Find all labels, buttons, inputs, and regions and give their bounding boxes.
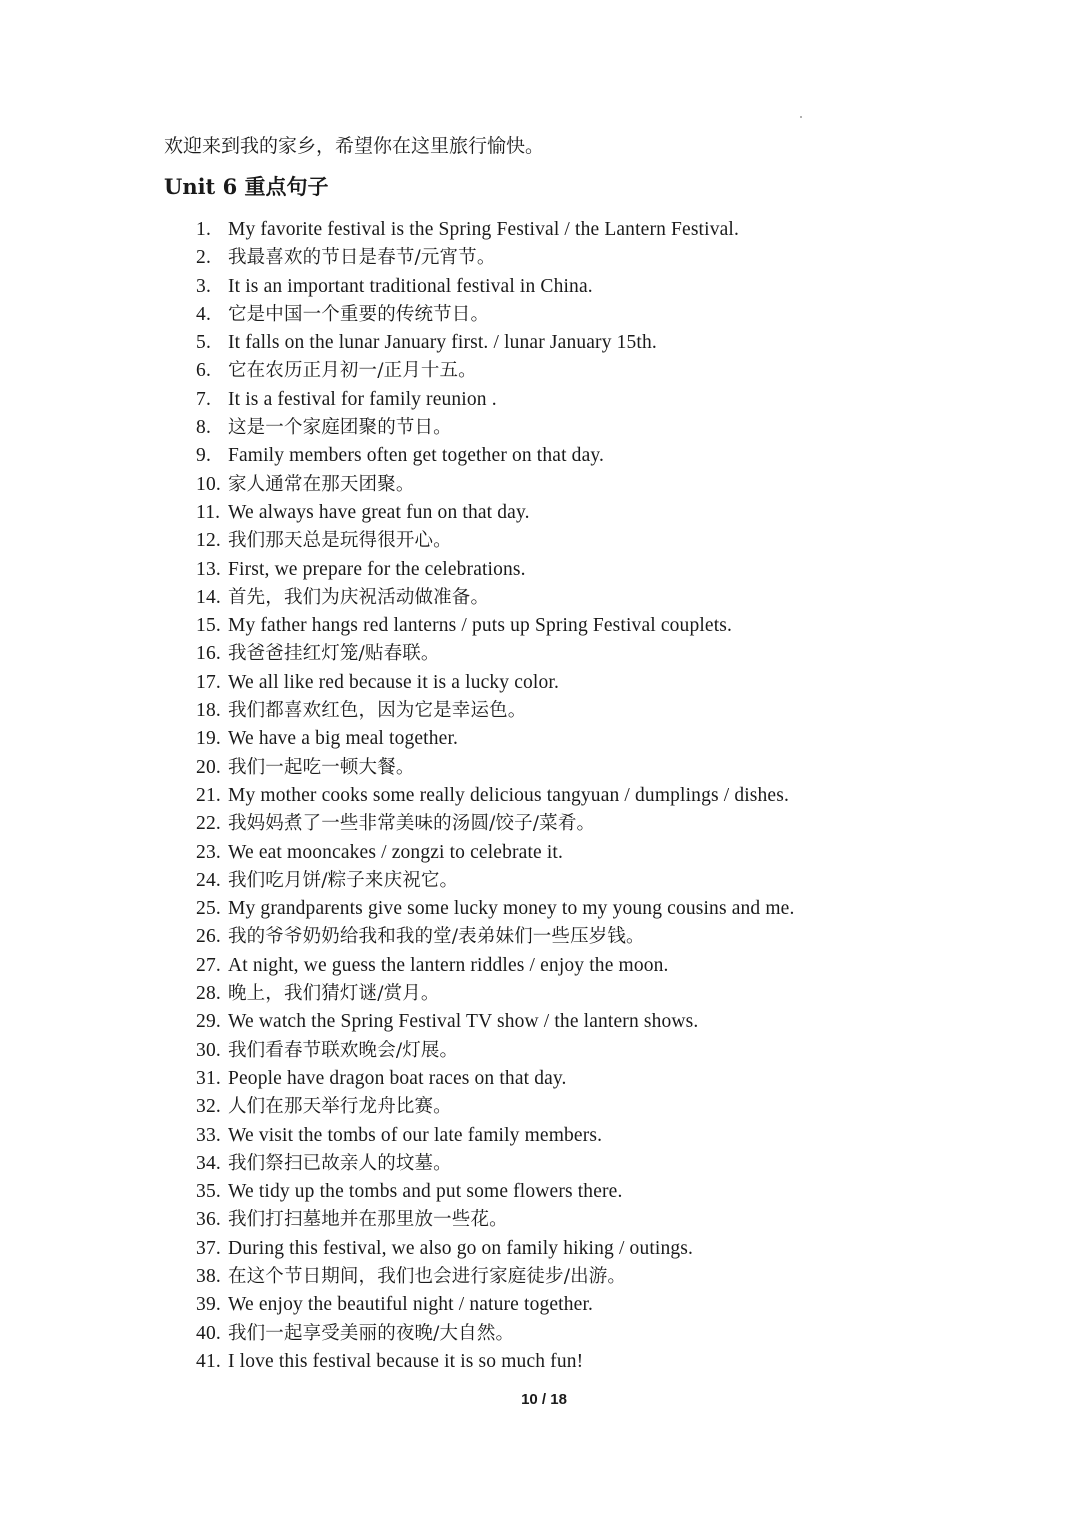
english-sentence: It is a festival for family reunion . [228,388,497,410]
sentence-item [196,1065,795,1093]
scan-speck [800,116,802,118]
sentence-number: 4. [196,303,212,325]
sentence-item [196,640,795,668]
sentence-item [196,386,795,414]
chinese-sentence: 我们吃月饼/粽子来庆祝它。 [228,869,459,891]
sentence-number: 41. [196,1350,221,1372]
sentence-number: 7. [196,388,212,410]
sentence-item [196,782,795,810]
sentence-number: 22. [196,813,221,835]
sentence-item [196,216,795,244]
english-sentence: We have a big meal together. [228,728,459,750]
english-sentence: My mother cooks some really delicious tangyuan / dumplings / dishes. [228,784,789,806]
sentence-item [196,980,795,1008]
sentence-number: 12. [196,530,221,552]
sentence-item [196,556,795,584]
sentence-item [196,329,795,357]
english-sentence: We always have great fun on that day. [228,501,530,523]
chinese-sentence: 家人通常在那天团聚。 [228,473,415,495]
sentence-number: 16. [196,643,221,665]
sentence-number: 18. [196,700,221,722]
chinese-sentence: 在这个节日期间，我们也会进行家庭徒步/出游。 [228,1265,627,1287]
sentence-number: 23. [196,841,221,863]
sentence-item [196,499,795,527]
chinese-sentence: 我们祭扫已故亲人的坟墓。 [228,1152,452,1174]
sentence-item [196,471,795,499]
sentence-item [196,1206,795,1234]
sentence-item [196,810,795,838]
sentence-number: 33. [196,1124,221,1146]
sentence-number: 8. [196,417,212,439]
chinese-sentence: 这是一个家庭团聚的节日。 [228,417,452,439]
chinese-sentence: 它在农历正月初一/正月十五。 [228,360,477,382]
chinese-sentence: 我的爷爷奶奶给我和我的堂/表弟妹们一些压岁钱。 [228,926,645,948]
sentence-number: 11. [196,501,221,523]
chinese-sentence: 我爸爸挂红灯笼/贴春联。 [228,643,440,665]
sentence-item [196,1235,795,1263]
english-sentence: I love this festival because it is so much fun! [228,1350,584,1372]
section-heading: Unit 6 重点句子 [164,174,329,199]
chinese-sentence: 首先，我们为庆祝活动做准备。 [228,586,490,608]
english-sentence: We eat mooncakes / zongzi to celebrate it. [228,841,564,863]
english-sentence: We visit the tombs of our late family members. [228,1124,603,1146]
sentence-item [196,1008,795,1036]
sentence-list [196,216,795,1376]
sentence-item [196,1150,795,1178]
sentence-item [196,669,795,697]
sentence-item [196,1037,795,1065]
sentence-number: 20. [196,756,221,778]
english-sentence: We enjoy the beautiful night / nature together. [228,1294,594,1316]
chinese-sentence: 我妈妈煮了一些非常美味的汤圆/饺子/菜肴。 [228,813,596,835]
sentence-number: 1. [196,219,212,240]
english-sentence: At night, we guess the lantern riddles / enjoy the moon. [228,954,669,976]
chinese-sentence: 人们在那天举行龙舟比赛。 [228,1096,452,1118]
sentence-item [196,923,795,951]
sentence-number: 2. [196,247,212,269]
chinese-sentence: 我们那天总是玩得很开心。 [228,530,452,552]
english-sentence: It is an important traditional festival in China. [228,275,593,297]
sentence-item [196,1263,795,1291]
sentence-number: 35. [196,1181,221,1203]
sentence-item [196,867,795,895]
sentence-number: 40. [196,1322,221,1344]
sentence-item [196,414,795,442]
sentence-item [196,1320,795,1348]
chinese-sentence: 我最喜欢的节日是春节/元宵节。 [228,247,496,269]
sentence-item [196,584,795,612]
sentence-number: 38. [196,1265,221,1287]
sentence-item [196,301,795,329]
english-sentence: My favorite festival is the Spring Festival / the Lantern Festival. [228,219,739,240]
sentence-number: 34. [196,1152,221,1174]
sentence-number: 21. [196,784,221,806]
sentence-number: 15. [196,615,221,637]
sentence-number: 5. [196,332,212,354]
sentence-number: 9. [196,445,212,467]
sentence-number: 28. [196,983,221,1005]
sentence-number: 30. [196,1039,221,1061]
sentence-item [196,442,795,470]
sentence-number: 39. [196,1294,221,1316]
sentence-number: 3. [196,275,212,297]
sentence-item [196,754,795,782]
sentence-number: 31. [196,1067,221,1089]
sentence-item [196,725,795,753]
chinese-sentence: 我们看春节联欢晚会/灯展。 [228,1039,459,1061]
sentence-item [196,895,795,923]
english-sentence: My father hangs red lanterns / puts up Spring Festival couplets. [228,615,733,637]
sentence-item [196,273,795,301]
sentence-number: 37. [196,1237,221,1259]
sentence-item [196,1348,795,1376]
english-sentence: We watch the Spring Festival TV show / the lantern shows. [228,1011,699,1033]
english-sentence: We tidy up the tombs and put some flowers there. [228,1181,623,1203]
sentence-number: 13. [196,558,221,580]
sentence-number: 36. [196,1209,221,1231]
english-sentence: First, we prepare for the celebrations. [228,558,526,580]
sentence-number: 32. [196,1096,221,1118]
sentence-item [196,697,795,725]
sentence-item [196,1291,795,1319]
sentence-number: 29. [196,1011,221,1033]
sentence-number: 27. [196,954,221,976]
sentence-number: 24. [196,869,221,891]
page-number: 10 / 18 [521,1391,567,1408]
sentence-number: 17. [196,671,221,693]
chinese-sentence: 我们一起吃一顿大餐。 [228,756,415,778]
sentence-item [196,952,795,980]
intro-sentence: 欢迎来到我的家乡，希望你在这里旅行愉快。 [164,135,545,157]
english-sentence: We all like red because it is a lucky color. [228,671,559,693]
english-sentence: Family members often get together on that day. [228,445,605,467]
english-sentence: My grandparents give some lucky money to my young cousins and me. [228,898,795,920]
sentence-item [196,527,795,555]
sentence-number: 14. [196,586,221,608]
sentence-item [196,839,795,867]
sentence-number: 19. [196,728,221,750]
chinese-sentence: 我们都喜欢红色，因为它是幸运色。 [228,700,527,722]
sentence-number: 26. [196,926,221,948]
chinese-sentence: 我们一起享受美丽的夜晚/大自然。 [228,1322,515,1344]
sentence-item [196,244,795,272]
chinese-sentence: 我们打扫墓地并在那里放一些花。 [228,1209,508,1231]
sentence-item [196,1122,795,1150]
sentence-item [196,1093,795,1121]
sentence-item [196,1178,795,1206]
chinese-sentence: 它是中国一个重要的传统节日。 [228,303,490,325]
sentence-item [196,612,795,640]
chinese-sentence: 晚上，我们猜灯谜/赏月。 [228,983,440,1005]
sentence-number: 10. [196,473,221,495]
sentence-number: 25. [196,898,221,920]
english-sentence: It falls on the lunar January first. / lunar January 15th. [228,332,657,354]
sentence-item [196,357,795,385]
english-sentence: During this festival, we also go on family hiking / outings. [228,1237,694,1259]
sentence-number: 6. [196,360,212,382]
english-sentence: People have dragon boat races on that day. [228,1067,567,1089]
